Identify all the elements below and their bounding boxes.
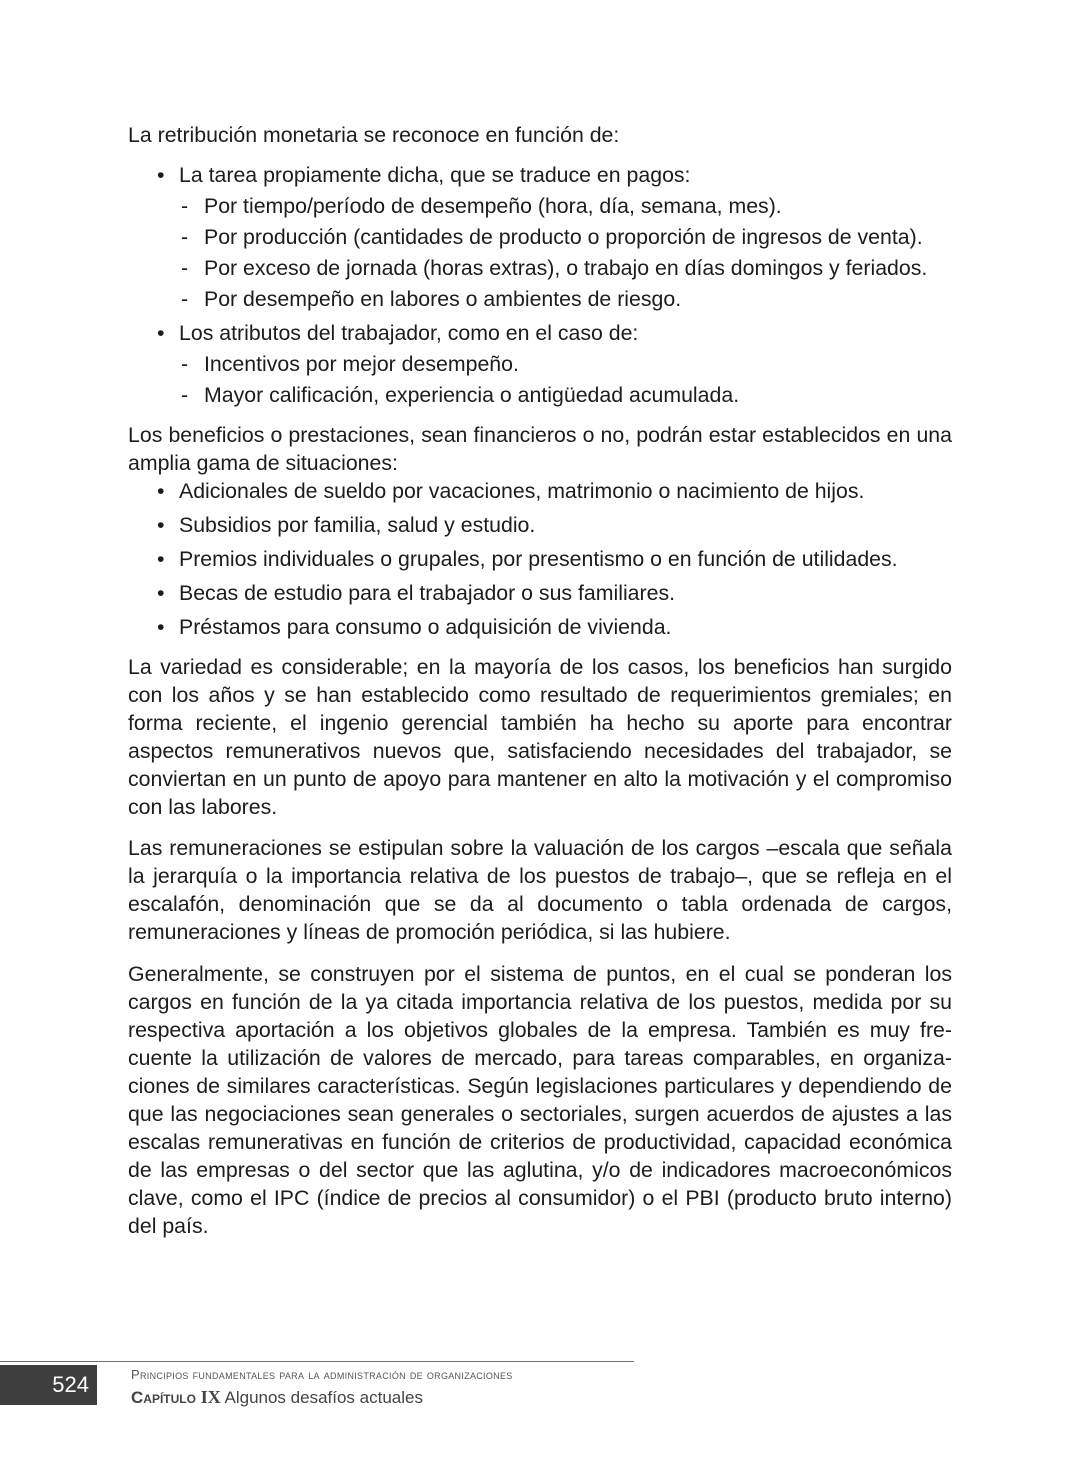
list-item: • Adicionales de sueldo por vacaciones, matrimonio o nacimiento de hijos. <box>128 477 952 505</box>
list-item: • Subsidios por familia, salud y estudio. <box>128 511 952 539</box>
sub-list-item: - Mayor calificación, experiencia o antigüedad acumulada. <box>179 381 952 409</box>
chapter-label: Capítulo <box>131 1388 196 1407</box>
remunerations-paragraph: Las remuneraciones se estipulan sobre la valuación de los cargos –escala que señala la jerarquía o la importancia relativa de los puestos de trabajo–, que se refleja en el escalafón, denominación que se da al documento o tabla ordenada de cargos, remuneraciones y líneas de promoción periódica, si las hubiere. <box>128 836 952 944</box>
sub-list-item: - Por exceso de jornada (horas extras), o trabajo en días domingos y feriados. <box>179 254 952 282</box>
list-item-text: Los atributos del trabajador, como en el caso de: <box>179 321 639 345</box>
intro-paragraph: La retribución monetaria se reconoce en función de: <box>128 123 620 147</box>
sub-list-item: - Incentivos por mejor desempeño. <box>179 350 952 378</box>
chapter-number: IX <box>200 1387 221 1407</box>
list-item: • Préstamos para consumo o adquisición de vivienda. <box>128 613 952 641</box>
benefits-paragraph: Los beneficios o prestaciones, sean financieros o no, podrán estar establecidos en una amplia gama de situaciones: <box>128 423 952 475</box>
list-item: • Becas de estudio para el trabajador o sus familiares. <box>128 579 952 607</box>
sub-list-item: - Por desempeño en labores o ambientes de riesgo. <box>179 285 952 313</box>
points-system-paragraph: Generalmente, se construyen por el sistema de puntos, en el cual se ponderan los cargos en función de la ya citada importancia relativa de los puestos, medida por su respectiva aportación a los objetivos globales de la empresa. También es muy frecuente la utilización de valores de mercado, para tareas comparables, en organizaciones de similares características. Según legislaciones particulares y dependiendo de que las negociaciones sean generales o sectoriales, surgen acuerdos de ajustes a las escalas remunerativas en función de criterios de productividad, capacidad económica de las empresas o del sector que las aglutina, y/o de indicadores macroeconómicos clave, como el IPC (índice de precios al consumidor) o el PBI (producto bruto interno) del país. <box>128 962 952 1238</box>
list-item: • Premios individuales o grupales, por presentismo o en función de utilidades. <box>128 545 952 573</box>
sub-list-item: - Por producción (cantidades de producto o proporción de ingresos de venta). <box>179 223 952 251</box>
variety-paragraph: La variedad es considerable; en la mayoría de los casos, los beneficios han surgido con los años y se han establecido como resultado de requerimientos gremiales; en forma reciente, el ingenio gerencial también ha hecho su aporte para encontrar aspectos remunerativos nuevos que, satisfaciendo necesidades del trabajador, se conviertan en un punto de apoyo para mantener en alto la motivación y el compromiso con las labores. <box>128 655 952 819</box>
page-number: 524 <box>0 1365 97 1405</box>
list-item <box>128 319 952 409</box>
sub-list <box>179 192 952 313</box>
sub-list <box>179 350 952 409</box>
page-content <box>128 121 952 1240</box>
footer-rule <box>0 1361 634 1362</box>
chapter-title: Algunos desafíos actuales <box>224 1388 423 1407</box>
chapter-info <box>131 1386 423 1409</box>
book-title: Principios fundamentales para la administración de organizaciones <box>131 1367 513 1382</box>
remuneration-list <box>128 161 952 409</box>
list-item <box>128 161 952 313</box>
benefits-list <box>128 477 952 641</box>
list-item-text: La tarea propiamente dicha, que se traduce en pagos: <box>179 163 691 187</box>
sub-list-item: - Por tiempo/período de desempeño (hora, día, semana, mes). <box>179 192 952 220</box>
